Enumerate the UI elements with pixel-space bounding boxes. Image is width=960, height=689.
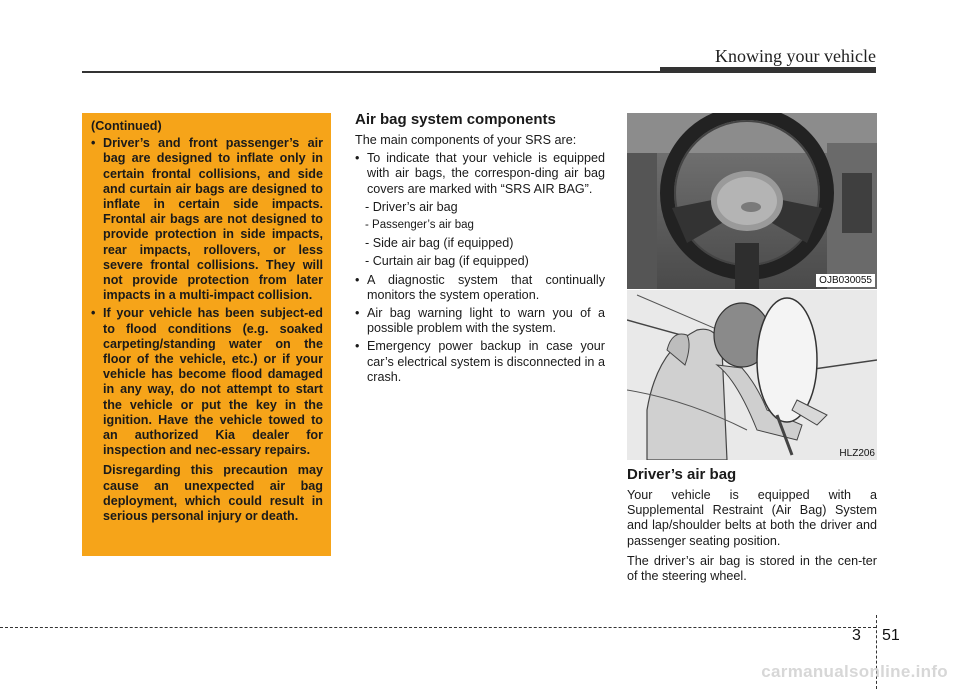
components-bullet-diagnostic: • A diagnostic system that continually monitors the system operation. xyxy=(355,273,605,303)
warning-bullet-flood: • If your vehicle has been subject-ed to flood conditions (e.g. soaked carpeting/standing water on the floor of the vehicle, etc.) or if your vehicle has become flood damaged in any way, do not attempt to start the vehicle or put the key in the ignition. Have the vehicle towed to an authorized Kia dealer for inspection and nec-essary repairs. xyxy=(91,306,323,458)
image-code: OJB030055 xyxy=(816,274,875,287)
driver-airbag-drawing xyxy=(627,290,877,460)
steering-wheel-photo xyxy=(627,113,877,289)
airbag-deployment-illustration xyxy=(627,290,877,460)
warning-bullet-frontal: • Driver’s and front passenger’s air bag are designed to inflate only in certain frontal collisions, and side and curtain air bags are designed to inflate in certain side impacts. Frontal air bags are not designed to provide protection in side impacts, rear impacts, rollovers, or less severe frontal collisions. They will not provide protection from later impacts in a multi-impact collision. xyxy=(91,136,323,303)
components-intro: The main components of your SRS are: xyxy=(355,133,577,147)
driver-airbag-heading: Driver’s air bag xyxy=(627,466,737,483)
components-section xyxy=(355,111,605,385)
driver-airbag-section xyxy=(627,466,877,589)
header-rule-accent xyxy=(660,67,876,73)
chapter-number: 3 xyxy=(852,627,861,644)
components-sub-passenger: - Passenger’s air bag xyxy=(365,219,474,232)
steering-wheel-illustration xyxy=(627,113,877,289)
warning-disregard-paragraph: Disregarding this precaution may cause an unexpected air bag deployment, which could result in serious personal injury or death. xyxy=(103,463,323,524)
header-title: Knowing your vehicle xyxy=(715,46,876,66)
footer-rule xyxy=(0,627,876,628)
watermark: carmanualsonline.info xyxy=(761,662,948,681)
components-heading: Air bag system components xyxy=(355,111,556,128)
components-bullet-power-backup: • Emergency power backup in case your car’s electrical system is disconnected in a crash. xyxy=(355,339,605,385)
components-sub-side: - Side air bag (if equipped) xyxy=(365,236,514,251)
image-code: HLZ206 xyxy=(839,448,875,459)
driver-airbag-paragraph-1: Your vehicle is equipped with a Supplemental Restraint (Air Bag) System and lap/shoulder belts at both the driver and passenger seating position. xyxy=(627,488,877,548)
components-sub-driver: - Driver’s air bag xyxy=(365,199,458,214)
warning-box xyxy=(82,113,331,556)
components-sub-curtain: - Curtain air bag (if equipped) xyxy=(365,254,529,269)
components-bullet-warning-light: • Air bag warning light to warn you of a possible problem with the system. xyxy=(355,306,605,336)
driver-airbag-paragraph-2: The driver’s air bag is stored in the cen-ter of the steering wheel. xyxy=(627,553,877,584)
warning-continued: (Continued) xyxy=(91,119,162,133)
page-number: 51 xyxy=(882,627,900,644)
components-bullet-covers: • To indicate that your vehicle is equipped with air bags, the correspon-ding air bag covers are marked with “SRS AIR BAG”. xyxy=(355,151,605,197)
